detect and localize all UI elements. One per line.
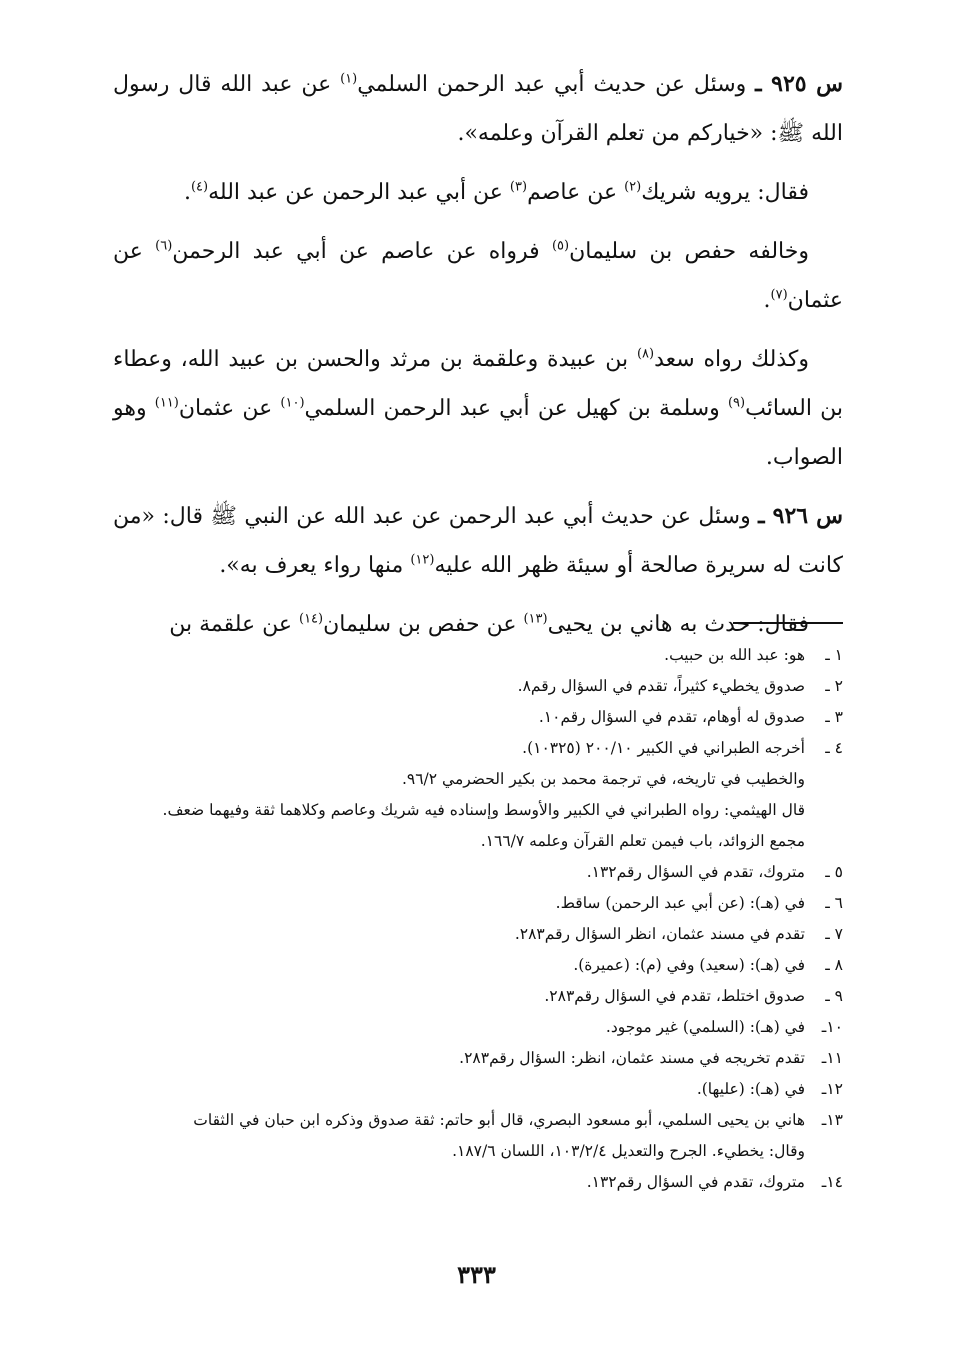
footnote-number: ١٠ـ — [821, 1018, 843, 1036]
footnote-number: ١٣ـ — [821, 1111, 843, 1129]
footnote-marker: (١١) — [154, 395, 179, 411]
text-segment: فرواه عن عاصم عن أبي عبد الرحمن — [172, 239, 552, 264]
text-segment: عن علقمة بن — [169, 612, 299, 637]
text-segment: وسئل عن حديث أبي عبد الرحمن السلمي — [357, 72, 756, 97]
footnote-text: هاني بن يحيى السلمي، أبو مسعود البصري، قال أبو حاتم: ثقة صدوق وذكره ابن حبان في الثقات — [193, 1111, 805, 1129]
footnote-text: تقدم في مسند عثمان، انظر السؤال رقم٢٨٣. — [514, 925, 805, 943]
text-segment: وسئل عن حديث أبي عبد الرحمن عن عبد الله عن النبي ﷺ قال: «من كانت له سريرة صالحة أو سيئة ظهر الله عليه — [113, 504, 843, 578]
footnote-marker: (١٢) — [410, 552, 435, 568]
footnote — [113, 764, 843, 795]
footnote-number: ١١ـ — [821, 1049, 843, 1067]
footnote-text: متروك، تقدم في السؤال رقم١٣٢. — [586, 1173, 805, 1191]
footnotes — [113, 640, 843, 1198]
footnote-marker: (١٠) — [280, 395, 305, 411]
text-segment: منها رواء يعرف به». — [219, 553, 411, 578]
footnote — [113, 671, 843, 702]
footnote-number: ٤ ـ — [825, 739, 843, 757]
footnote-marker: (٥) — [551, 238, 570, 254]
page-number: ٣٣٣ — [457, 1260, 496, 1289]
footnote-separator — [733, 622, 843, 624]
question-number: س ٩٢٥ ـ — [755, 71, 843, 97]
footnote-text: في (هـ): (سعيد) وفي (م): (عميرة). — [573, 956, 805, 974]
footnote — [113, 702, 843, 733]
paragraph — [113, 492, 843, 590]
question-number: س ٩٢٦ ـ — [758, 503, 844, 529]
footnote-marker: (٢) — [624, 179, 642, 195]
footnote-marker: (٦) — [155, 238, 173, 254]
footnote-number: ٢ ـ — [825, 677, 843, 695]
paragraph — [113, 60, 843, 158]
text-segment: فقال: يرويه شريك — [641, 180, 809, 205]
text-segment: عن عاصم — [527, 180, 625, 205]
footnote — [113, 826, 843, 857]
footnote-number: ١٤ـ — [821, 1173, 843, 1191]
footnote — [113, 640, 843, 671]
footnote-text: متروك، تقدم في السؤال رقم١٣٢. — [586, 863, 805, 881]
footnote — [113, 857, 843, 888]
text-segment: . — [183, 180, 191, 205]
footnote-marker: (٩) — [727, 395, 746, 411]
footnote — [113, 1167, 843, 1198]
footnote-number: ٥ ـ — [825, 863, 843, 881]
footnote-number: ٣ ـ — [825, 708, 843, 726]
footnote — [113, 888, 843, 919]
footnote — [113, 1136, 843, 1167]
footnote-text: والخطيب في تاريخه، في ترجمة محمد بن بكير الحضرمي ٩٦/٢. — [401, 770, 805, 788]
footnote-marker: (٨) — [636, 346, 655, 362]
text-segment: عن حفص بن سليمان — [323, 612, 524, 637]
text-segment: عن عبد الله قال رسول الله ﷺ: «خياركم من تعلم القرآن وعلمه». — [113, 72, 843, 146]
footnote-text: وقال: يخطيء. الجرح والتعديل ١٠٣/٢/٤، اللسان ١٨٧/٦. — [452, 1142, 805, 1160]
paragraph — [113, 168, 843, 217]
footnote-text: مجمع الزوائد، باب فيمن تعلم القرآن وعلمه ١٦٦/٧. — [480, 832, 805, 850]
text-segment: عن عثمان — [178, 396, 281, 421]
footnote-marker: (١) — [340, 71, 358, 87]
footnote-text: في (هـ): (عليها). — [696, 1080, 805, 1098]
text-segment: وهو الصواب. — [113, 396, 843, 470]
paragraph — [113, 335, 843, 482]
paragraph — [113, 227, 843, 325]
footnote-number: ٩ ـ — [825, 987, 843, 1005]
footnote — [113, 981, 843, 1012]
footnote-text: صدوق يخطيء كثيراً، تقدم في السؤال رقم٨. — [517, 677, 805, 695]
footnote — [113, 919, 843, 950]
footnote-text: في (هـ): (عن أبي عبد الرحمن) ساقط. — [555, 894, 805, 912]
footnote-number: ٦ ـ — [825, 894, 843, 912]
footnote-text: قال الهيثمي: رواه الطبراني في الكبير والأوسط وإسناده فيه شريك وعاصم وكلاهما ثقة وفيهما ضعف. — [162, 801, 805, 819]
footnote-number: ٨ ـ — [825, 956, 843, 974]
footnote-text: صدوق له أوهام، تقدم في السؤال رقم١٠. — [538, 708, 805, 726]
footnote-text: تقدم تخريجه في مسند عثمان، انظر: السؤال رقم٢٨٣. — [459, 1049, 805, 1067]
text-segment: وسلمة بن كهيل عن أبي عبد الرحمن السلمي — [304, 396, 728, 421]
footnote — [113, 950, 843, 981]
footnote-number: ١ ـ — [825, 646, 843, 664]
footnote — [113, 1105, 843, 1136]
text-segment: وخالفه حفص بن سليمان — [569, 239, 809, 264]
footnote — [113, 795, 843, 826]
footnote-marker: (١٣) — [523, 611, 548, 627]
footnote-number: ١٢ـ — [821, 1080, 843, 1098]
footnote — [113, 1074, 843, 1105]
footnote — [113, 733, 843, 764]
footnote-text: أخرجه الطبراني في الكبير ٢٠٠/١٠ (١٠٣٢٥). — [522, 739, 805, 757]
footnote-marker: (٤) — [190, 179, 209, 195]
footnote-text: صدوق اختلط، تقدم في السؤال رقم٢٨٣. — [544, 987, 805, 1005]
footnote — [113, 1012, 843, 1043]
text-segment: بن عبيدة وعلقمة بن مرثد والحسن بن عبيد الله، وعطاء بن السائب — [113, 347, 843, 421]
text-segment: وكذلك رواه سعد — [654, 347, 810, 372]
footnote-text: في (هـ): (السلمي) غير موجود. — [605, 1018, 805, 1036]
footnote-text: هو: عبد الله بن حبيب. — [664, 646, 805, 664]
footnote-number: ٧ ـ — [825, 925, 843, 943]
footnote — [113, 1043, 843, 1074]
footnote-marker: (٧) — [770, 287, 788, 303]
footnote-marker: (١٤) — [298, 611, 324, 627]
footnote-marker: (٣) — [509, 179, 528, 195]
text-segment: عن عثمان — [113, 239, 843, 313]
text-segment: . — [763, 288, 771, 313]
main-text — [113, 60, 843, 659]
text-segment: فقال: حدث به هاني بن يحيى — [547, 612, 809, 637]
text-segment: عن أبي عبد الرحمن عن عبد الله — [208, 180, 510, 205]
